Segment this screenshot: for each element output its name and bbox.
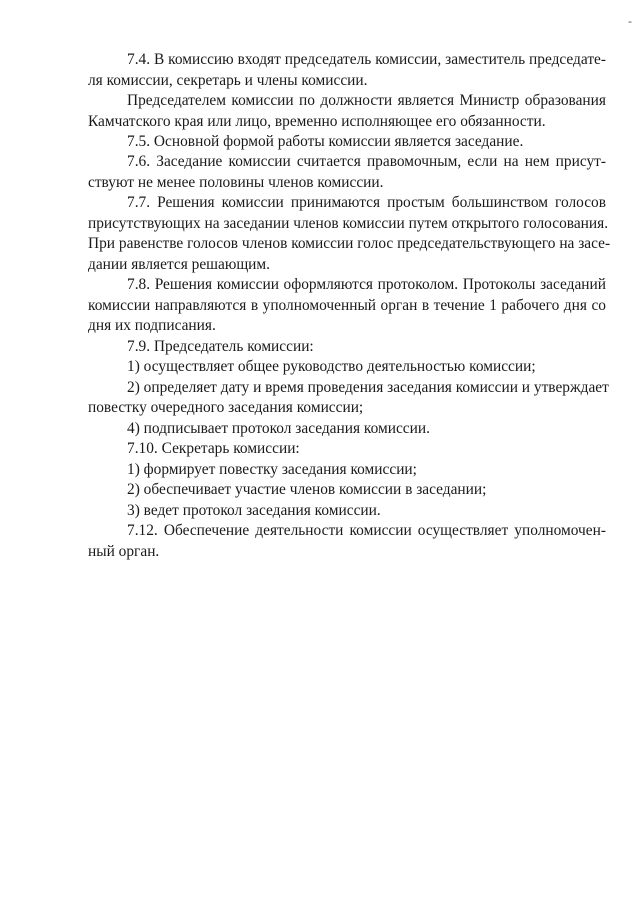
paragraph-7-8-line-2: комиссии направляются в уполномоченный орган в течение 1 рабочего дня со [88, 297, 606, 314]
paragraph-7-7-line-3: При равенстве голосов членов комиссии голос председательствующего на засе- [88, 235, 611, 252]
paragraph-7-4-line-1: 7.4. В комиссию входят председатель комиссии, заместитель председате- [127, 51, 606, 68]
paragraph-7-10-heading: 7.10. Секретарь комиссии: [127, 440, 300, 457]
paragraph-7-7-line-4: дании является решающим. [88, 256, 271, 273]
paragraph-7-8-line-1: 7.8. Решения комиссии оформляются протоколом. Протоколы заседаний [127, 276, 606, 293]
paragraph-7-9-heading: 7.9. Председатель комиссии: [127, 338, 314, 355]
paragraph-7-4-line-2: ля комиссии, секретарь и члены комиссии. [88, 72, 368, 89]
chairman-paragraph-line-2: Камчатского края или лицо, временно исполняющее его обязанности. [88, 113, 546, 130]
paragraph-7-12-line-2: ный орган. [88, 543, 160, 560]
paragraph-7-8-line-3: дня их подписания. [88, 317, 216, 334]
paragraph-7-9-item-2-line-1: 2) определяет дату и время проведения заседания комиссии и утверждает [127, 379, 609, 396]
paragraph-7-6-line-1: 7.6. Заседание комиссии считается правомочным, если на нем присут- [127, 153, 606, 170]
paragraph-7-5: 7.5. Основной формой работы комиссии является заседание. [127, 133, 524, 150]
edge-mark: - [628, 14, 632, 28]
paragraph-7-7-line-1: 7.7. Решения комиссии принимаются простым большинством голосов [127, 194, 606, 211]
chairman-paragraph-line-1: Председателем комиссии по должности является Министр образования [127, 92, 606, 109]
paragraph-7-12-line-1: 7.12. Обеспечение деятельности комиссии осуществляет уполномочен- [127, 522, 606, 539]
paragraph-7-10-item-3: 3) ведет протокол заседания комиссии. [127, 502, 381, 519]
paragraph-7-9-item-4: 4) подписывает протокол заседания комиссии. [127, 420, 430, 437]
paragraph-7-9-item-1: 1) осуществляет общее руководство деятельностью комиссии; [127, 358, 536, 375]
paragraph-7-9-item-2-line-2: повестку очередного заседания комиссии; [88, 399, 364, 416]
paragraph-7-10-item-2: 2) обеспечивает участие членов комиссии в заседании; [127, 481, 487, 498]
paragraph-7-10-item-1: 1) формирует повестку заседания комиссии; [127, 461, 417, 478]
paragraph-7-7-line-2: присутствующих на заседании членов комиссии путем открытого голосования. [88, 215, 609, 232]
paragraph-7-6-line-2: ствуют не менее половины членов комиссии. [88, 174, 384, 191]
